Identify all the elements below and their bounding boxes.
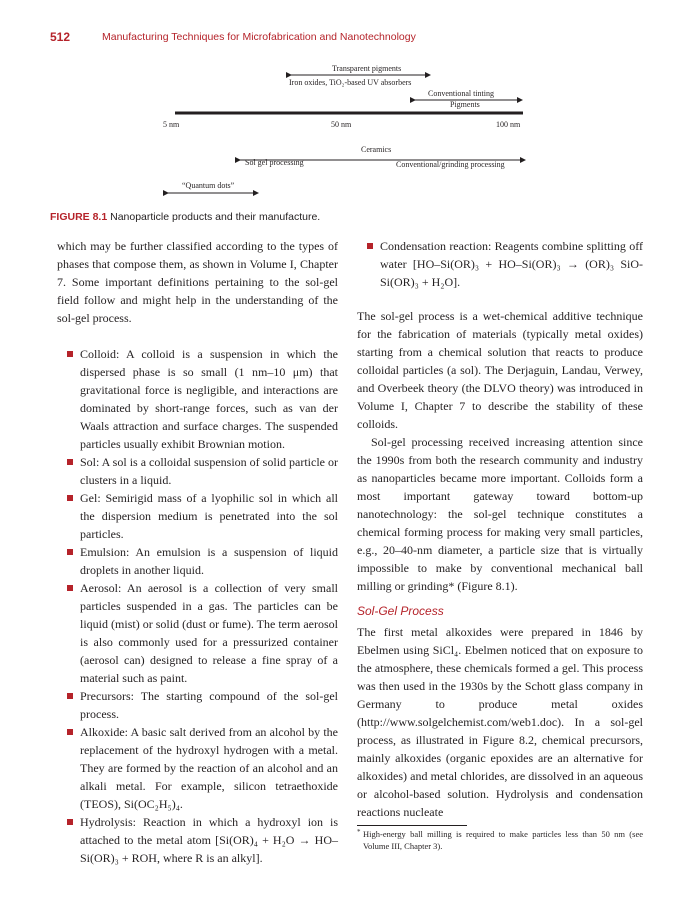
- list-item: Colloid: A colloid is a suspension in which the dispersed phase is so small (1 nm–10 μm) that gravitational force is negligible, and interactions are dominated by short-range forces, such as van der Waals attraction and surface charges. The suspended particles usually exhibit Brownian motion.: [57, 345, 338, 453]
- condensation-list: [357, 237, 643, 291]
- running-title: Manufacturing Techniques for Microfabrication and Nanotechnology: [102, 31, 416, 43]
- list-item: Sol: A sol is a colloidal suspension of solid particle or clusters in a liquid.: [57, 453, 338, 489]
- label-quantum-dots: “Quantum dots”: [182, 181, 235, 190]
- list-item: Precursors: The starting compound of the sol-gel process.: [57, 687, 338, 723]
- footnote-divider: [357, 825, 467, 826]
- list-item: Emulsion: An emulsion is a suspension of liquid droplets in another liquid.: [57, 543, 338, 579]
- bullet-square-icon: [67, 495, 73, 501]
- label-iron-oxides: Iron oxides, TiO₂-based UV absorbers: [289, 78, 412, 87]
- figure-diagram: [0, 0, 695, 215]
- paragraph-sol-gel-attention: Sol-gel processing received increasing attention since the 1990s from both the research community and industry as nanoparticles became more important. Colloids form a most important gateway toward bottom-up nanotechnology: the sol-gel technique constitutes a chemical forming process for making very small particles, e.g., 20–40-nm diameter, a particle size that is virtually impossible to make by conventional mechanical ball milling or grinding* (Figure 8.1).: [357, 435, 643, 593]
- section-heading: Sol-Gel Process: [357, 604, 444, 618]
- footnote-mark: *: [357, 828, 361, 836]
- bullet-square-icon: [367, 243, 373, 249]
- caption-label: FIGURE 8.1: [50, 211, 108, 223]
- caption-text: Nanoparticle products and their manufacture.: [110, 211, 321, 223]
- paragraph-sol-gel-history: The first metal alkoxides were prepared in 1846 by Ebelmen using SiCl₄. Ebelmen noticed that on exposure to the atmosphere, these chemicals formed a gel. This process was then used in the 1930s by the Schott glass company in Germany to produce metal oxides (http://www.solgelchemist.com/web1.doc). In a sol-gel process, as illustrated in Figure 8.2, chemical precursors, mainly alkoxides (organic epoxides are an alternative for alkoxides) and metal chlorides, are dissolved in an aqueous or alcohol-based solution. Hydrolysis and condensation reactions nucleate: [357, 625, 643, 819]
- intro-paragraph: which may be further classified according to the types of phases that compose them, as shown in Volume I, Chapter 7. Some important definitions pertaining to the sol-gel field follow and might help in the understanding of the sol-gel process.: [57, 239, 338, 325]
- right-column: [357, 237, 643, 852]
- bullet-square-icon: [67, 729, 73, 735]
- left-column: [57, 237, 338, 867]
- list-item: Gel: Semirigid mass of a lyophilic sol in which all the dispersion medium is penetrated into the sol particles.: [57, 489, 338, 543]
- paragraph-sol-gel-definition: The sol-gel process is a wet-chemical additive technique for the fabrication of materials (typically metal oxides) starting from a chemical solution that reacts to produce colloidal particles (a sol). The Derjaguin, Landau, Verwey, and Overbeek theory (the DLVO theory) was introduced in Volume I, Chapter 7 to describe the stability of these colloids.: [357, 309, 643, 431]
- figure-8-1: [0, 0, 695, 215]
- label-sol-gel-processing: Sol gel processing: [245, 158, 304, 167]
- definitions-list: [57, 345, 338, 867]
- page-number: 512: [50, 30, 71, 44]
- label-conventional-tinting: Conventional tinting: [428, 89, 494, 98]
- bullet-square-icon: [67, 693, 73, 699]
- label-ceramics: Ceramics: [361, 145, 392, 154]
- label-conventional-grinding: Conventional/grinding processing: [396, 160, 505, 169]
- label-scale-5nm: 5 nm: [163, 120, 180, 129]
- bullet-square-icon: [67, 459, 73, 465]
- bullet-square-icon: [67, 585, 73, 591]
- bullet-square-icon: [67, 819, 73, 825]
- footnote-text: High-energy ball milling is required to make particles less than 50 nm (see Volume III, Chapter 3).: [363, 829, 643, 851]
- list-item: Aerosol: An aerosol is a collection of very small particles suspended in a gas. The particles can be liquid (mist) or solid (dust or fume). The term aerosol is also commonly used for a pressurized container (aerosol can) designed to release a fine spray of a material such as paint.: [57, 579, 338, 687]
- label-scale-50nm: 50 nm: [331, 120, 352, 129]
- label-scale-100nm: 100 nm: [496, 120, 521, 129]
- list-item: Alkoxide: A basic salt derived from an alcohol by the replacement of the hydroxyl hydrogen with a metal. They are formed by the reaction of an alcohol and an alkali metal. For example, silicon tetraethoxide (TEOS), Si(OC₂H₅)₄.: [57, 723, 338, 813]
- figure-caption: [50, 211, 320, 223]
- footnote: [357, 828, 643, 852]
- list-item: Condensation reaction: Reagents combine splitting off water [HO–Si(OR)₃ + HO–Si(OR)₃ → (OR)₃ SiO-Si(OR)₃ + H₂O].: [357, 237, 643, 291]
- bullet-square-icon: [67, 351, 73, 357]
- list-item: Hydrolysis: Reaction in which a hydroxyl ion is attached to the metal atom [Si(OR)₄ + H₂O → HO–Si(OR)₃ + ROH, where R is an alkyl].: [57, 813, 338, 867]
- bullet-square-icon: [67, 549, 73, 555]
- label-transparent-pigments: Transparent pigments: [332, 64, 402, 73]
- label-pigments: Pigments: [450, 100, 480, 109]
